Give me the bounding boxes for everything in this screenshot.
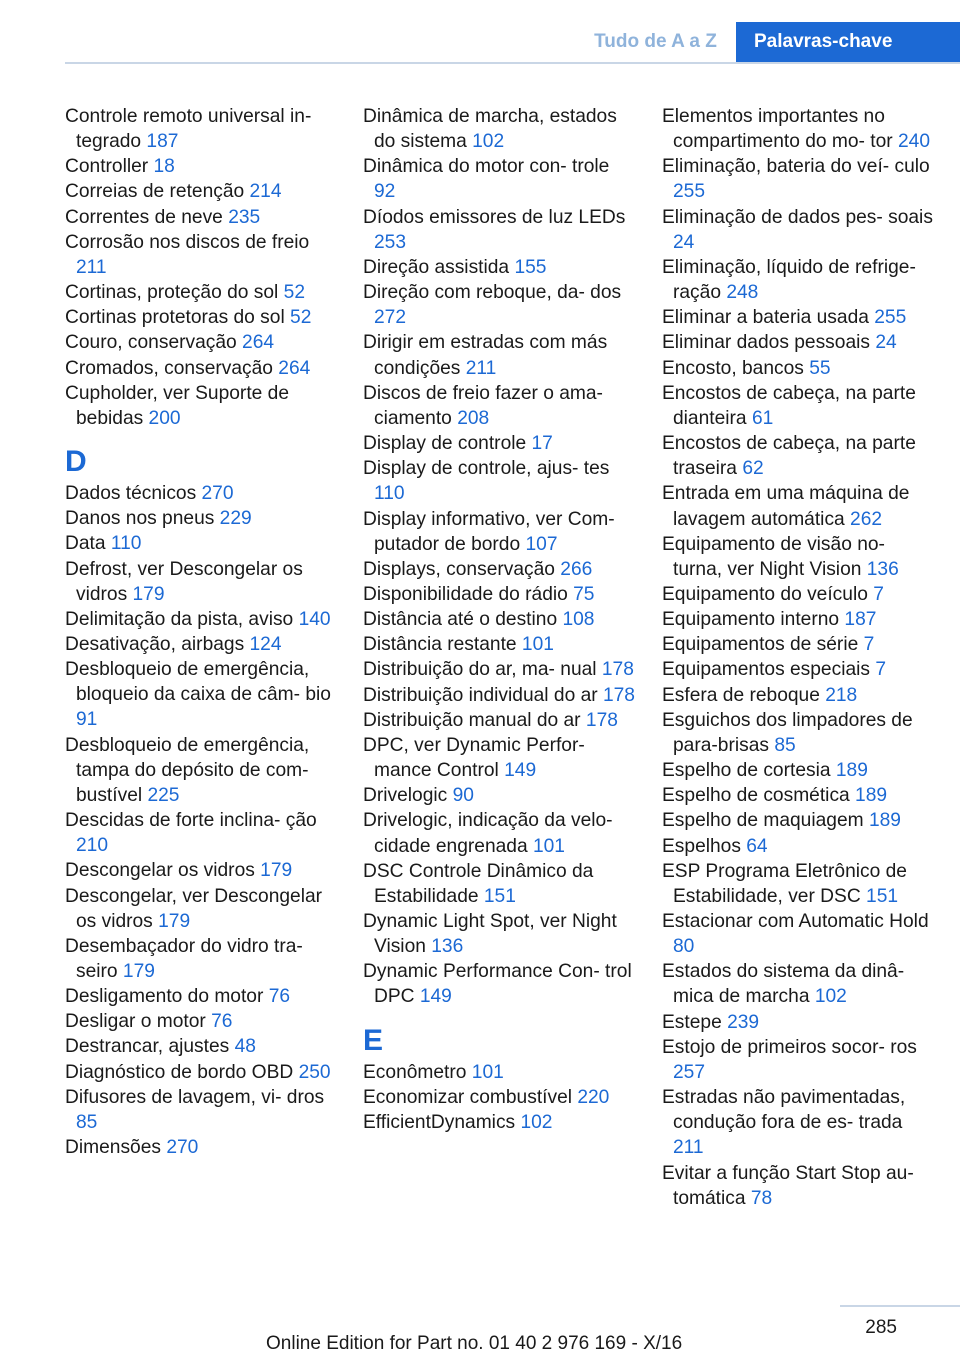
index-entry	[363, 607, 635, 632]
index-entry	[662, 1085, 934, 1160]
index-entry	[662, 708, 934, 758]
entry-term: Distribuição do ar, ma‐ nual	[363, 659, 602, 681]
index-entry	[662, 1035, 934, 1085]
entry-term: Distância até o destino	[363, 609, 563, 631]
page-link[interactable]: 85	[76, 1111, 98, 1133]
page-link[interactable]: 250	[298, 1061, 331, 1083]
section-letter-e: E	[363, 1023, 384, 1057]
index-entry	[363, 431, 635, 456]
page-link[interactable]: 55	[809, 357, 831, 379]
page-link[interactable]: 257	[673, 1061, 706, 1083]
entry-term: Display informativo, ver Com‐ putador de bordo	[363, 508, 615, 555]
index-entry	[65, 1060, 337, 1085]
entry-term: ESP Programa Eletrônico de Estabilidade, ver DSC	[662, 860, 907, 907]
entry-term: Dinâmica do motor con‐ trole	[363, 156, 610, 178]
entry-term: Danos nos pneus	[65, 508, 220, 530]
page-link[interactable]: 211	[76, 256, 107, 278]
index-entry	[662, 783, 934, 808]
page-link[interactable]: 92	[374, 181, 396, 203]
page-link[interactable]: 17	[531, 433, 553, 455]
entry-term: Entrada em uma máquina de lavagem automática	[662, 483, 910, 530]
index-entry	[662, 431, 934, 481]
page-link[interactable]: 218	[825, 684, 858, 706]
page-link[interactable]: 108	[562, 609, 595, 631]
entry-term: Estradas não pavimentadas, condução fora de es‐ trada	[662, 1087, 906, 1134]
index-entry	[662, 205, 934, 255]
page-link[interactable]: 178	[585, 709, 618, 731]
index-entry	[662, 582, 934, 607]
entry-term: Cupholder, ver Suporte de bebidas	[65, 382, 290, 429]
index-entry	[363, 1085, 635, 1110]
index-entry	[65, 557, 337, 607]
index-entry	[65, 104, 337, 154]
index-entry	[662, 356, 934, 381]
index-entry	[662, 808, 934, 833]
page-link[interactable]: 151	[483, 885, 516, 907]
page-link[interactable]: 24	[875, 332, 897, 354]
entry-term: Distribuição individual do ar	[363, 684, 603, 706]
page-link[interactable]: 102	[814, 986, 847, 1008]
index-entry	[65, 179, 337, 204]
index-entry	[65, 858, 337, 883]
page-link[interactable]: 80	[673, 936, 695, 958]
entry-term: Espelhos	[662, 835, 747, 857]
entry-term: Estacionar com Automatic Hold	[662, 911, 929, 932]
index-entry	[363, 381, 635, 431]
index-entry	[65, 356, 337, 381]
index-entry	[65, 230, 337, 280]
entry-term: Equipamento do veículo	[662, 583, 874, 605]
page-link[interactable]: 229	[219, 508, 252, 530]
entry-term: Cortinas protetoras do sol	[65, 307, 291, 329]
index-entry	[363, 557, 635, 582]
entry-term: Encosto, bancos	[662, 357, 810, 379]
index-entry	[363, 657, 635, 682]
entry-term: Eliminar a bateria usada	[662, 307, 875, 329]
index-entry	[662, 959, 934, 1009]
entry-term: Elementos importantes no compartimento do mo‐ tor	[662, 106, 899, 153]
entry-term: Correias de retenção	[65, 181, 250, 203]
entry-term: Corrosão nos discos de freio	[65, 231, 310, 253]
entry-term: EfficientDynamics	[363, 1111, 521, 1133]
section-letter-d: D	[65, 445, 87, 479]
index-entry	[662, 381, 934, 431]
tab-palavras-chave[interactable]: Palavras-chave	[736, 22, 960, 62]
entry-term: Desativação, airbags	[65, 633, 250, 655]
page-link[interactable]: 76	[268, 986, 291, 1008]
entry-term: Dynamic Light Spot, ver Night Vision	[363, 911, 617, 958]
page-link[interactable]: 24	[673, 231, 695, 253]
index-entry	[662, 632, 934, 657]
page-link[interactable]: 255	[673, 181, 706, 203]
entry-term: Desbloqueio de emergência, tampa do depósito de com‐ bustível	[65, 734, 310, 806]
page-link[interactable]: 240	[898, 131, 931, 153]
index-entry	[363, 1060, 635, 1085]
entry-term: Displays, conservação	[363, 558, 561, 580]
page-link[interactable]: 270	[201, 483, 234, 505]
entry-term: Espelho de cortesia	[662, 760, 836, 782]
entry-term: Diagnóstico de bordo OBD	[65, 1061, 299, 1083]
page-link[interactable]: 107	[525, 533, 558, 555]
page-link[interactable]: 136	[866, 558, 899, 580]
page-link[interactable]: 7	[873, 583, 884, 605]
page-link[interactable]: 136	[431, 936, 464, 958]
page-link[interactable]: 179	[132, 583, 165, 605]
page-link[interactable]: 179	[158, 910, 191, 932]
page-link[interactable]: 189	[868, 810, 901, 832]
entry-term: Desembaçador do vidro tra‐ seiro	[65, 935, 303, 982]
entry-term: Eliminação de dados pes‐ soais	[662, 206, 933, 228]
entry-term: Dados técnicos	[65, 483, 202, 505]
entry-term: Delimitação da pista, aviso	[65, 608, 299, 630]
page-link[interactable]: 151	[866, 885, 899, 907]
index-entry	[65, 506, 337, 531]
page-link[interactable]: 61	[751, 407, 774, 429]
page-link[interactable]: 75	[573, 583, 595, 605]
index-entry	[363, 330, 635, 380]
entry-term: Equipamento interno	[662, 609, 845, 631]
entry-term: Dirigir em estradas com más condições	[363, 332, 608, 379]
page-link[interactable]: 7	[875, 659, 886, 681]
entry-term: Esfera de reboque	[662, 684, 826, 706]
page-link[interactable]: 239	[727, 1011, 760, 1033]
index-entry	[662, 532, 934, 582]
index-entry	[65, 984, 337, 1009]
page-link[interactable]: 85	[774, 734, 796, 756]
index-entry	[363, 154, 635, 204]
page-link[interactable]: 189	[855, 785, 888, 807]
index-entry	[65, 884, 337, 934]
index-entry	[65, 733, 337, 808]
page-link[interactable]: 187	[844, 609, 877, 631]
index-entry	[363, 909, 635, 959]
entry-term: Drivelogic, indicação da velo‐ cidade engrenada	[363, 810, 613, 857]
index-entry	[363, 456, 635, 506]
entry-term: Defrost, ver Descongelar os vidros	[65, 558, 303, 605]
index-entry	[662, 607, 934, 632]
entry-term: Discos de freio fazer o ama‐ ciamento	[363, 382, 603, 429]
entry-term: Difusores de lavagem, vi‐ dros	[65, 1086, 325, 1108]
entry-term: Distância restante	[363, 634, 522, 656]
index-entry	[363, 708, 635, 733]
entry-term: Descongelar os vidros	[65, 860, 261, 882]
page-link[interactable]: 18	[153, 156, 175, 178]
index-entry	[65, 657, 337, 732]
entry-term: Cromados, conservação	[65, 357, 279, 379]
page-link[interactable]: 52	[290, 307, 312, 329]
footer-divider	[840, 1305, 960, 1307]
page-link[interactable]: 264	[242, 332, 275, 354]
entry-term: Estepe	[662, 1011, 728, 1033]
entry-term: Destrancar, ajustes	[65, 1036, 235, 1058]
index-entry	[65, 531, 337, 556]
tab-tudo-de-a-a-z[interactable]: Tudo de A a Z	[594, 31, 717, 52]
index-entry	[65, 305, 337, 330]
index-entry	[65, 607, 337, 632]
index-entry	[363, 632, 635, 657]
page-link[interactable]: 101	[521, 634, 554, 656]
page-link[interactable]: 78	[750, 1187, 773, 1209]
entry-term: Display de controle, ajus‐ tes	[363, 458, 610, 480]
entry-term: Estojo de primeiros socor‐ ros	[662, 1036, 917, 1058]
index-entry	[363, 683, 635, 708]
page-link[interactable]: 220	[577, 1086, 610, 1108]
index-entry	[65, 934, 337, 984]
entry-term: Equipamento de visão no‐ turna, ver Night Vision	[662, 533, 885, 580]
entry-term: Data	[65, 533, 111, 555]
page-link[interactable]: 208	[457, 407, 490, 429]
page-link[interactable]: 264	[278, 357, 311, 379]
index-entry	[65, 154, 337, 179]
entry-term: Equipamentos especiais	[662, 659, 876, 681]
index-entry	[65, 481, 337, 506]
entry-term: Eliminação, bateria do veí‐ culo	[662, 156, 930, 178]
entry-term: Eliminação, líquido de refrige‐ ração	[662, 256, 916, 304]
index-entry	[65, 330, 337, 355]
index-entry	[363, 733, 635, 783]
index-entry	[662, 657, 934, 682]
index-entry	[363, 205, 635, 255]
page-link[interactable]: 178	[601, 659, 634, 681]
page-link[interactable]: 189	[835, 760, 868, 782]
entry-term: Couro, conservação	[65, 332, 243, 354]
entry-term: Eliminar dados pessoais	[662, 332, 876, 354]
page-link[interactable]: 110	[110, 533, 142, 555]
entry-term: Disponibilidade do rádio	[363, 583, 574, 605]
index-entry	[662, 683, 934, 708]
index-entry	[363, 104, 635, 154]
page-link[interactable]: 149	[504, 760, 537, 782]
index-entry	[65, 205, 337, 230]
page-link[interactable]: 235	[228, 206, 261, 228]
index-entry	[65, 381, 337, 431]
entry-term: Equipamentos de série	[662, 634, 864, 656]
page-link[interactable]: 211	[465, 357, 497, 379]
entry-term: Controle remoto universal in‐ tegrado	[65, 106, 312, 153]
index-entry	[363, 582, 635, 607]
entry-term: Cortinas, proteção do sol	[65, 282, 284, 304]
index-entry	[363, 783, 635, 808]
entry-term: Desligamento do motor	[65, 986, 269, 1008]
page-link[interactable]: 7	[863, 634, 875, 656]
page-link[interactable]: 140	[298, 608, 331, 630]
entry-term: Espelho de cosmética	[662, 785, 856, 807]
entry-term: Encostos de cabeça, na parte traseira	[662, 433, 916, 480]
index-entry	[662, 481, 934, 531]
index-entry	[65, 1009, 337, 1034]
entry-term: Desligar o motor	[65, 1011, 212, 1033]
page-link[interactable]: 187	[146, 131, 179, 153]
page-link[interactable]: 90	[452, 785, 474, 807]
index-entry	[363, 808, 635, 858]
page-link[interactable]: 253	[374, 231, 407, 253]
entry-term: Drivelogic	[363, 785, 453, 807]
index-entry	[662, 104, 934, 154]
index-entry	[662, 1161, 934, 1211]
page-link[interactable]: 52	[283, 282, 305, 304]
entry-term: Dynamic Performance Con‐ trol DPC	[363, 961, 632, 1008]
index-entry	[65, 1135, 337, 1160]
index-entry	[363, 507, 635, 557]
index-entry	[65, 632, 337, 657]
page-link[interactable]: 272	[374, 307, 407, 329]
page-link[interactable]: 214	[249, 181, 282, 203]
entry-term: Direção assistida	[363, 256, 515, 278]
page-number: 285	[865, 1317, 897, 1338]
index-entry	[65, 1034, 337, 1059]
page-link[interactable]: 91	[76, 709, 98, 731]
page-link[interactable]: 211	[673, 1137, 704, 1159]
index-entry	[662, 758, 934, 783]
entry-term: Display de controle	[363, 433, 532, 455]
page-link[interactable]: 149	[419, 986, 452, 1008]
page-link[interactable]: 225	[147, 784, 180, 806]
page-link[interactable]: 76	[211, 1011, 233, 1033]
entry-term: Esguichos dos limpadores de para-brisas	[662, 709, 913, 756]
entry-term: DPC, ver Dynamic Perfor‐ mance Control	[363, 734, 585, 782]
entry-term: Econômetro	[363, 1061, 472, 1083]
page-link[interactable]: 200	[148, 407, 181, 429]
entry-term: Evitar a função Start Stop au‐ tomática	[662, 1162, 914, 1209]
index-entry	[65, 808, 337, 858]
index-entry	[363, 959, 635, 1009]
page-link[interactable]: 102	[520, 1111, 553, 1133]
entry-term: Díodos emissores de luz LEDs	[363, 206, 626, 228]
entry-term: Descongelar, ver Descongelar os vidros	[65, 885, 323, 932]
page-link[interactable]: 101	[471, 1061, 504, 1083]
index-entry	[363, 859, 635, 909]
index-entry	[363, 1110, 635, 1135]
index-column-3	[662, 104, 934, 1211]
header-divider	[65, 62, 960, 64]
entry-term: Correntes de neve	[65, 206, 229, 228]
entry-term: Estados do sistema da dinâ‐ mica de marcha	[662, 961, 905, 1008]
entry-term: Desbloqueio de emergência, bloqueio da caixa de câm‐ bio	[65, 659, 331, 706]
index-entry	[65, 280, 337, 305]
page-link[interactable]: 255	[874, 307, 907, 329]
index-entry	[662, 859, 934, 909]
entry-term: Descidas de forte inclina‐ ção	[65, 810, 317, 832]
page-link[interactable]: 48	[234, 1036, 256, 1058]
page-link[interactable]: 248	[726, 282, 759, 304]
index-entry	[662, 1010, 934, 1035]
index-entry	[662, 154, 934, 204]
page-link[interactable]: 179	[260, 860, 293, 882]
page-link[interactable]: 101	[532, 835, 565, 857]
page-link[interactable]: 102	[472, 131, 505, 153]
page-link[interactable]: 62	[742, 458, 764, 480]
page-link[interactable]: 64	[746, 835, 768, 857]
index-column-1	[65, 104, 337, 1160]
entry-term: Encostos de cabeça, na parte dianteira	[662, 382, 916, 429]
index-entry	[662, 305, 934, 330]
index-entry	[65, 1085, 337, 1135]
entry-term: Direção com reboque, da‐ dos	[363, 282, 622, 304]
entry-term: Espelho de maquiagem	[662, 810, 869, 832]
index-entry	[363, 280, 635, 330]
page-link[interactable]: 270	[166, 1137, 199, 1159]
entry-term: Economizar combustível	[363, 1086, 578, 1108]
index-entry	[363, 255, 635, 280]
page-link[interactable]: 179	[122, 961, 155, 982]
page-link[interactable]: 266	[560, 558, 593, 580]
page-link[interactable]: 210	[76, 835, 109, 857]
entry-term: DSC Controle Dinâmico da Estabilidade	[363, 860, 594, 907]
index-column-2	[363, 104, 635, 1135]
page-link[interactable]: 178	[602, 684, 635, 706]
entry-term: Dimensões	[65, 1137, 167, 1159]
edition-note: Online Edition for Part no. 01 40 2 976 169 - X/16	[266, 1333, 683, 1354]
entry-term: Dinâmica de marcha, estados do sistema	[363, 106, 617, 153]
index-entry	[662, 330, 934, 355]
page-link[interactable]: 124	[249, 633, 282, 655]
index-entry	[662, 909, 934, 959]
entry-term: Controller	[65, 156, 154, 178]
index-entry	[662, 834, 934, 859]
page-link[interactable]: 110	[374, 483, 405, 505]
entry-term: Distribuição manual do ar	[363, 709, 586, 731]
page-link[interactable]: 262	[850, 508, 883, 530]
index-entry	[662, 255, 934, 305]
page-link[interactable]: 155	[514, 256, 547, 278]
